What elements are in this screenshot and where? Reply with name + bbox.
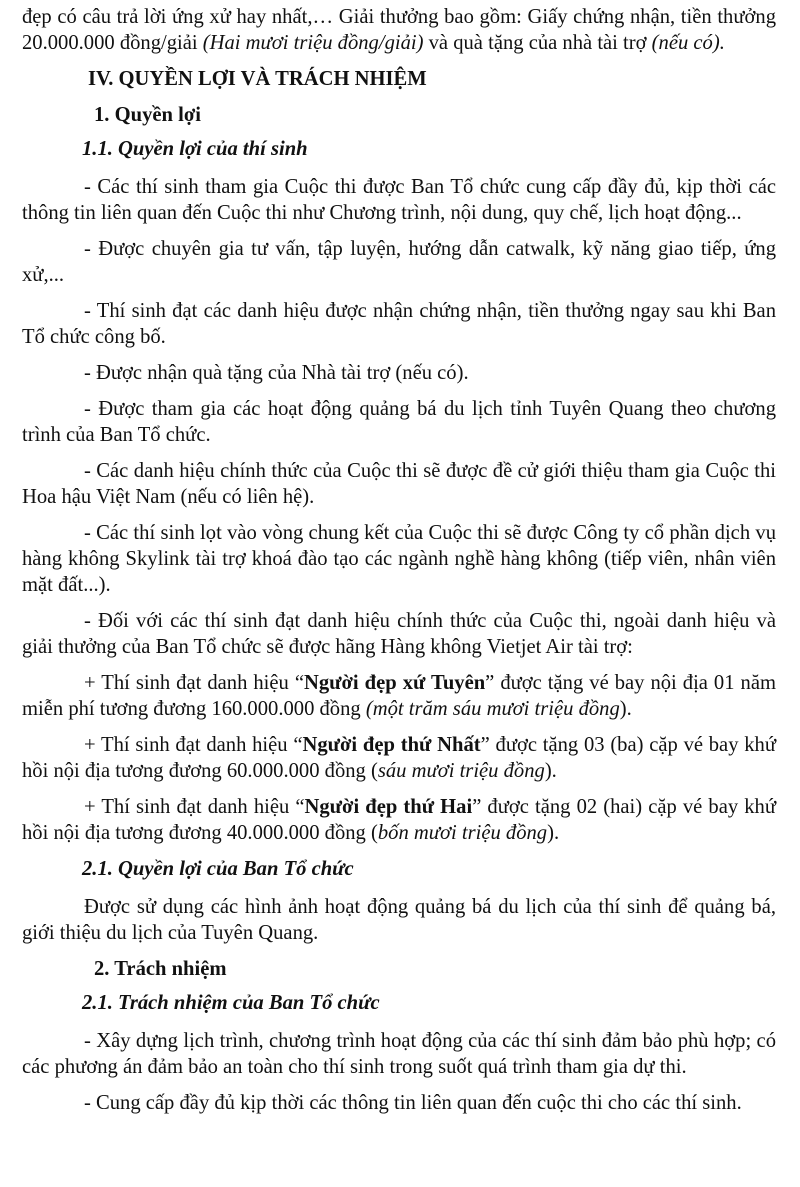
heading-trach-nhiem-ban-to-chuc: 2.1. Trách nhiệm của Ban Tổ chức bbox=[82, 992, 380, 1014]
text-run: ” được tặng vé bay nội địa 01 năm miễn phí tương đương 160.000.000 đồng bbox=[22, 672, 776, 720]
text-run-italic: (Hai mươi triệu đồng/giải) bbox=[202, 32, 424, 54]
paragraph-prize-continuation bbox=[22, 4, 776, 56]
text-run: ” được tặng 02 (hai) cặp vé bay khứ hồi nội địa tương đương 40.000.000 đồng ( bbox=[22, 796, 776, 844]
paragraph-tourism-promotion: - Được tham gia các hoạt động quảng bá du lịch tỉnh Tuyên Quang theo chương trình của Ban Tổ chức. bbox=[22, 398, 776, 446]
text-run-italic: (nếu có). bbox=[651, 32, 725, 54]
section-heading-iv: IV. QUYỀN LỢI VÀ TRÁCH NHIỆM bbox=[88, 68, 427, 90]
paragraph-expert-training: - Được chuyên gia tư vấn, tập luyện, hướng dẫn catwalk, kỹ năng giao tiếp, ứng xử,... bbox=[22, 238, 776, 286]
text-run: + Thí sinh đạt danh hiệu “ bbox=[84, 796, 305, 818]
paragraph-schedule-safety: - Xây dựng lịch trình, chương trình hoạt động của các thí sinh đảm bảo phù hợp; có các phương án đảm bảo an toàn cho thí sinh trong suốt quá trình tham gia dự thi. bbox=[22, 1030, 776, 1078]
text-run-italic: bốn mươi triệu đồng bbox=[377, 822, 548, 844]
text-run-bold: Người đẹp thứ Hai bbox=[304, 796, 473, 818]
text-run-italic: (một trăm sáu mươi triệu đồng bbox=[365, 698, 620, 720]
text-run-bold: Người đẹp xứ Tuyên bbox=[303, 672, 486, 694]
heading-quyen-loi-thi-sinh: 1.1. Quyền lợi của thí sinh bbox=[82, 138, 308, 160]
text-run: + Thí sinh đạt danh hiệu “ bbox=[84, 734, 303, 756]
paragraph-prize-nguoi-dep-thu-nhat bbox=[22, 732, 776, 784]
text-run: đẹp có câu trả lời ứng xử hay nhất,… Giải thưởng bao gồm: Giấy chứng nhận, tiền thưởng 20.000.000 đồng/giải bbox=[22, 6, 776, 54]
paragraph-image-usage: Được sử dụng các hình ảnh hoạt động quảng bá du lịch của thí sinh để quảng bá, giới thiệu du lịch của Tuyên Quang. bbox=[22, 896, 776, 944]
text-run: ). bbox=[544, 760, 557, 782]
heading-quyen-loi: 1. Quyền lợi bbox=[94, 104, 201, 126]
text-run-italic: sáu mươi triệu đồng bbox=[377, 760, 545, 782]
text-run: ). bbox=[619, 698, 632, 720]
paragraph-sponsor-gifts: - Được nhận quà tặng của Nhà tài trợ (nếu có). bbox=[84, 362, 469, 384]
paragraph-certificates: - Thí sinh đạt các danh hiệu được nhận chứng nhận, tiền thưởng ngay sau khi Ban Tổ chức công bố. bbox=[22, 300, 776, 348]
text-run: + Thí sinh đạt danh hiệu “ bbox=[84, 672, 304, 694]
paragraph-skylink-training: - Các thí sinh lọt vào vòng chung kết của Cuộc thi sẽ được Công ty cổ phần dịch vụ hàng không Skylink tài trợ khoá đào tạo các ngành nghề hàng không (tiếp viên, nhân viên mặt đất...). bbox=[22, 522, 776, 596]
paragraph-provide-info: - Cung cấp đầy đủ kịp thời các thông tin liên quan đến cuộc thi cho các thí sinh. bbox=[84, 1092, 742, 1114]
text-run: và quà tặng của nhà tài trợ bbox=[423, 32, 652, 54]
paragraph-prize-nguoi-dep-thu-hai bbox=[22, 794, 776, 846]
text-run-bold: Người đẹp thứ Nhất bbox=[302, 734, 481, 756]
heading-trach-nhiem: 2. Trách nhiệm bbox=[94, 958, 227, 980]
paragraph-info-provided: - Các thí sinh tham gia Cuộc thi được Ban Tổ chức cung cấp đầy đủ, kịp thời các thông tin liên quan đến Cuộc thi như Chương trình, nội dung, quy chế, lịch hoạt động... bbox=[22, 176, 776, 224]
text-run: ). bbox=[547, 822, 560, 844]
text-run: ” được tặng 03 (ba) cặp vé bay khứ hồi nội địa tương đương 60.000.000 đồng ( bbox=[22, 734, 777, 782]
paragraph-miss-vietnam-nomination: - Các danh hiệu chính thức của Cuộc thi sẽ được đề cử giới thiệu tham gia Cuộc thi Hoa hậu Việt Nam (nếu có liên hệ). bbox=[22, 460, 776, 508]
paragraph-vietjet-sponsorship: - Đối với các thí sinh đạt danh hiệu chính thức của Cuộc thi, ngoài danh hiệu và giải thưởng của Ban Tổ chức sẽ được hãng Hàng không Vietjet Air tài trợ: bbox=[22, 610, 776, 658]
paragraph-prize-nguoi-dep-xu-tuyen bbox=[22, 670, 776, 722]
heading-quyen-loi-ban-to-chuc: 2.1. Quyền lợi của Ban Tổ chức bbox=[82, 858, 354, 880]
